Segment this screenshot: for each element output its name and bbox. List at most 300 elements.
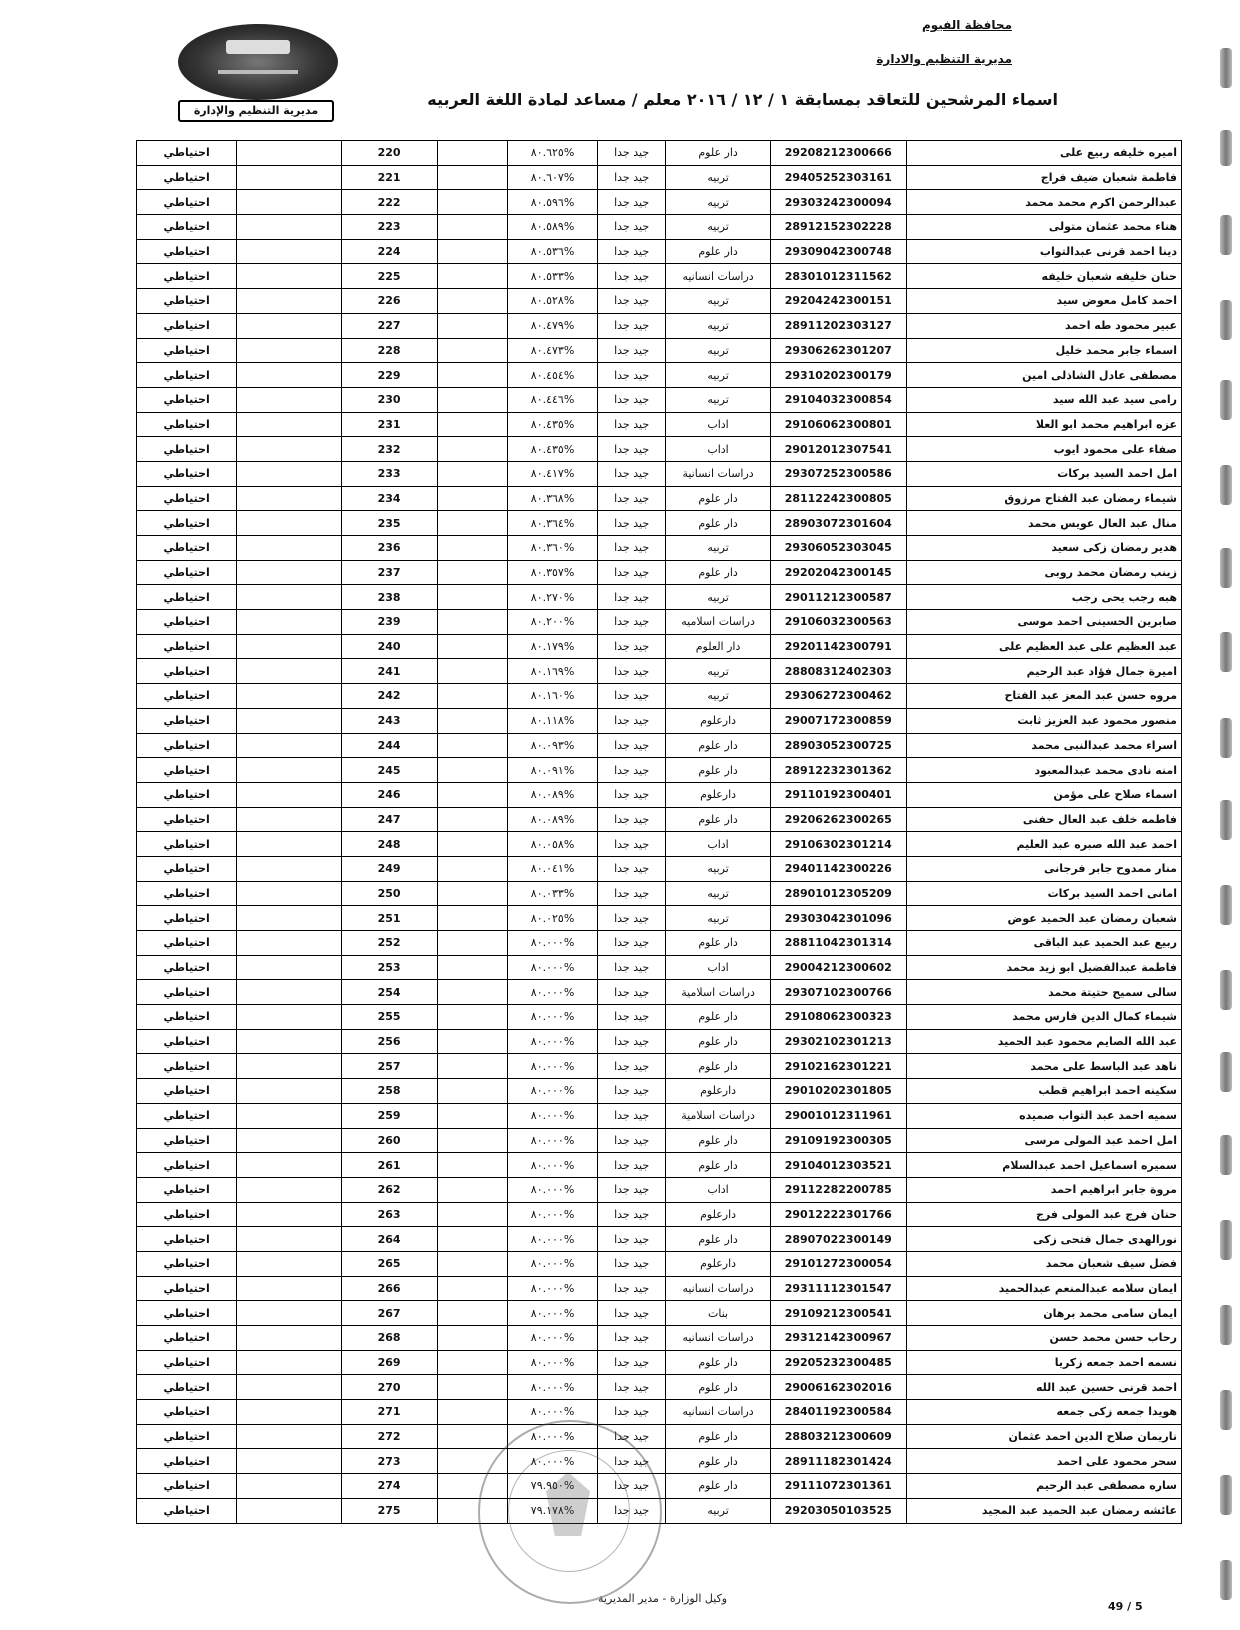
candidate-name: شيماء كمال الدين فارس محمد [906, 1005, 1181, 1030]
candidate-name: امل احمد السيد بركات [906, 461, 1181, 486]
percentage: %٨٠.٠٠٠ [508, 1202, 598, 1227]
candidate-name: فاطمة شعبان ضيف فراج [906, 165, 1181, 190]
sequence-number: 269 [341, 1350, 437, 1375]
status: احتياطي [137, 1251, 237, 1276]
national-id: 29104012303521 [770, 1153, 906, 1178]
grade: جيد جدا [597, 486, 666, 511]
blank-cell [237, 1103, 341, 1128]
percentage: %٨٠.٠٠٠ [508, 1005, 598, 1030]
binder-mark [1220, 718, 1232, 758]
table-row [137, 1375, 1182, 1400]
blank-cell [437, 1079, 508, 1104]
national-id: 29012012307541 [770, 437, 906, 462]
blank-cell [437, 363, 508, 388]
blank-cell [237, 1153, 341, 1178]
percentage: %٨٠.٠٠٠ [508, 1054, 598, 1079]
sequence-number: 226 [341, 289, 437, 314]
faculty: تربيه [666, 856, 770, 881]
national-id: 29112282200785 [770, 1177, 906, 1202]
candidate-name: ايمان سلامه عبدالمنعم عبدالحميد [906, 1276, 1181, 1301]
national-id: 29006162302016 [770, 1375, 906, 1400]
national-id: 28811042301314 [770, 931, 906, 956]
sequence-number: 258 [341, 1079, 437, 1104]
sequence-number: 231 [341, 412, 437, 437]
blank-cell [437, 264, 508, 289]
faculty: دارعلوم [666, 1251, 770, 1276]
blank-cell [437, 585, 508, 610]
national-id: 28808312402303 [770, 659, 906, 684]
faculty: تربيه [666, 585, 770, 610]
status: احتياطي [137, 536, 237, 561]
sequence-number: 252 [341, 931, 437, 956]
national-id: 28907022300149 [770, 1227, 906, 1252]
sequence-number: 233 [341, 461, 437, 486]
national-id: 29312142300967 [770, 1326, 906, 1351]
status: احتياطي [137, 1498, 237, 1523]
table-row [137, 412, 1182, 437]
national-id: 29004212300602 [770, 955, 906, 980]
binder-mark [1220, 800, 1232, 840]
blank-cell [237, 165, 341, 190]
percentage: %٨٠.٢٠٠ [508, 610, 598, 635]
sequence-number: 257 [341, 1054, 437, 1079]
status: احتياطي [137, 1029, 237, 1054]
blank-cell [437, 1103, 508, 1128]
grade: جيد جدا [597, 1005, 666, 1030]
candidate-name: هناء محمد عثمان متولى [906, 215, 1181, 240]
faculty: دار علوم [666, 1153, 770, 1178]
faculty: دار علوم [666, 1375, 770, 1400]
sequence-number: 221 [341, 165, 437, 190]
table-row [137, 338, 1182, 363]
table-row [137, 1400, 1182, 1425]
percentage: %٨٠.٠٩١ [508, 758, 598, 783]
blank-cell [237, 1449, 341, 1474]
status: احتياطي [137, 1400, 237, 1425]
faculty: بنات [666, 1301, 770, 1326]
table-row [137, 1128, 1182, 1153]
candidate-name: عبدالرحمن اكرم محمد محمد [906, 190, 1181, 215]
faculty: تربيه [666, 536, 770, 561]
candidate-name: دينا احمد قرنى عبدالتواب [906, 239, 1181, 264]
blank-cell [237, 1005, 341, 1030]
blank-cell [237, 486, 341, 511]
status: احتياطي [137, 289, 237, 314]
blank-cell [437, 239, 508, 264]
blank-cell [237, 1177, 341, 1202]
blank-cell [237, 1498, 341, 1523]
candidate-name: منصور محمود عبد العزيز ثابت [906, 708, 1181, 733]
percentage: %٨٠.٠٠٠ [508, 1301, 598, 1326]
grade: جيد جدا [597, 955, 666, 980]
blank-cell [237, 215, 341, 240]
blank-cell [237, 610, 341, 635]
percentage: %٧٩.٩٥٠ [508, 1474, 598, 1499]
candidate-name: هدير رمضان زكى سعيد [906, 536, 1181, 561]
faculty: تربيه [666, 881, 770, 906]
national-id: 29104032300854 [770, 387, 906, 412]
national-id: 29108062300323 [770, 1005, 906, 1030]
sequence-number: 255 [341, 1005, 437, 1030]
binder-mark [1220, 300, 1232, 340]
table-row [137, 1079, 1182, 1104]
table-row [137, 1054, 1182, 1079]
blank-cell [437, 1375, 508, 1400]
status: احتياطي [137, 807, 237, 832]
blank-cell [237, 1350, 341, 1375]
national-id: 29110192300401 [770, 782, 906, 807]
faculty: تربيه [666, 363, 770, 388]
national-id: 29201142300791 [770, 634, 906, 659]
candidate-name: عبد الله الصايم محمود عبد الحميد [906, 1029, 1181, 1054]
candidate-name: مروة جابر ابراهيم احمد [906, 1177, 1181, 1202]
grade: جيد جدا [597, 338, 666, 363]
grade: جيد جدا [597, 1301, 666, 1326]
national-id: 29307252300586 [770, 461, 906, 486]
sequence-number: 256 [341, 1029, 437, 1054]
faculty: دار علوم [666, 1350, 770, 1375]
national-id: 29303042301096 [770, 906, 906, 931]
faculty: دار علوم [666, 1449, 770, 1474]
percentage: %٨٠.٤٣٥ [508, 412, 598, 437]
status: احتياطي [137, 585, 237, 610]
percentage: %٨٠.٠٠٠ [508, 1128, 598, 1153]
candidate-name: عزه ابراهيم محمد ابو العلا [906, 412, 1181, 437]
faculty: تربيه [666, 659, 770, 684]
percentage: %٨٠.٠٨٩ [508, 807, 598, 832]
faculty: تربيه [666, 1498, 770, 1523]
faculty: دار علوم [666, 931, 770, 956]
sequence-number: 220 [341, 141, 437, 166]
national-id: 29311112301547 [770, 1276, 906, 1301]
blank-cell [237, 387, 341, 412]
faculty: تربيه [666, 190, 770, 215]
binder-mark [1220, 1475, 1232, 1515]
percentage: %٨٠.٠٠٠ [508, 1029, 598, 1054]
status: احتياطي [137, 437, 237, 462]
candidate-name: ناريمان صلاح الدين احمد عثمان [906, 1424, 1181, 1449]
national-id: 28301012311562 [770, 264, 906, 289]
percentage: %٨٠.٠٠٠ [508, 1103, 598, 1128]
candidate-name: شيماء رمضان عبد الفتاح مرزوق [906, 486, 1181, 511]
candidate-name: اميرة جمال فؤاد عبد الرحيم [906, 659, 1181, 684]
faculty: اداب [666, 437, 770, 462]
candidate-name: عبد العظيم على عبد العظيم على [906, 634, 1181, 659]
national-id: 29307102300766 [770, 980, 906, 1005]
grade: جيد جدا [597, 536, 666, 561]
blank-cell [237, 190, 341, 215]
percentage: %٨٠.٦٢٥ [508, 141, 598, 166]
faculty: دراسات انسانيه [666, 1276, 770, 1301]
grade: جيد جدا [597, 511, 666, 536]
binder-mark [1220, 130, 1232, 166]
table-row [137, 955, 1182, 980]
national-id: 29309042300748 [770, 239, 906, 264]
status: احتياطي [137, 1474, 237, 1499]
grade: جيد جدا [597, 1227, 666, 1252]
table-row [137, 634, 1182, 659]
status: احتياطي [137, 782, 237, 807]
table-row [137, 807, 1182, 832]
status: احتياطي [137, 708, 237, 733]
status: احتياطي [137, 165, 237, 190]
sequence-number: 239 [341, 610, 437, 635]
blank-cell [237, 141, 341, 166]
blank-cell [437, 536, 508, 561]
blank-cell [237, 363, 341, 388]
status: احتياطي [137, 758, 237, 783]
status: احتياطي [137, 980, 237, 1005]
percentage: %٨٠.٠٠٠ [508, 931, 598, 956]
candidate-name: رامى سيد عبد الله سيد [906, 387, 1181, 412]
grade: جيد جدا [597, 1202, 666, 1227]
status: احتياطي [137, 1326, 237, 1351]
binder-mark [1220, 1052, 1232, 1092]
grade: جيد جدا [597, 1375, 666, 1400]
grade: جيد جدا [597, 412, 666, 437]
blank-cell [437, 1301, 508, 1326]
sequence-number: 253 [341, 955, 437, 980]
grade: جيد جدا [597, 856, 666, 881]
candidate-name: سميره اسماعيل احمد عبدالسلام [906, 1153, 1181, 1178]
national-id: 29111072301361 [770, 1474, 906, 1499]
faculty: تربيه [666, 313, 770, 338]
faculty: تربيه [666, 906, 770, 931]
blank-cell [437, 1005, 508, 1030]
status: احتياطي [137, 832, 237, 857]
national-id: 29401142300226 [770, 856, 906, 881]
sequence-number: 234 [341, 486, 437, 511]
blank-cell [237, 856, 341, 881]
faculty: اداب [666, 955, 770, 980]
percentage: %٨٠.٠٠٠ [508, 1375, 598, 1400]
faculty: دراسات انسانية [666, 461, 770, 486]
national-id: 29010202301805 [770, 1079, 906, 1104]
status: احتياطي [137, 659, 237, 684]
sequence-number: 230 [341, 387, 437, 412]
blank-cell [437, 708, 508, 733]
blank-cell [437, 215, 508, 240]
faculty: دار علوم [666, 758, 770, 783]
grade: جيد جدا [597, 585, 666, 610]
national-id: 28903072301604 [770, 511, 906, 536]
candidates-table-body [137, 141, 1182, 1524]
sequence-number: 235 [341, 511, 437, 536]
national-id: 28401192300584 [770, 1400, 906, 1425]
blank-cell [437, 832, 508, 857]
sequence-number: 254 [341, 980, 437, 1005]
blank-cell [237, 1029, 341, 1054]
blank-cell [237, 437, 341, 462]
grade: جيد جدا [597, 313, 666, 338]
grade: جيد جدا [597, 165, 666, 190]
faculty: دراسات انسانيه [666, 264, 770, 289]
sequence-number: 260 [341, 1128, 437, 1153]
national-id: 29012222301766 [770, 1202, 906, 1227]
sequence-number: 237 [341, 560, 437, 585]
blank-cell [237, 1202, 341, 1227]
blank-cell [237, 511, 341, 536]
blank-cell [437, 412, 508, 437]
grade: جيد جدا [597, 1449, 666, 1474]
candidate-name: ايمان سامى محمد برهان [906, 1301, 1181, 1326]
percentage: %٨٠.١٦٠ [508, 684, 598, 709]
binder-mark [1220, 885, 1232, 925]
sequence-number: 228 [341, 338, 437, 363]
blank-cell [237, 461, 341, 486]
candidate-name: فاطمة عبدالفضيل ابو زيد محمد [906, 955, 1181, 980]
percentage: %٨٠.٦٠٧ [508, 165, 598, 190]
sequence-number: 271 [341, 1400, 437, 1425]
status: احتياطي [137, 634, 237, 659]
candidate-name: ناهد عبد الباسط على محمد [906, 1054, 1181, 1079]
percentage: %٨٠.١٧٩ [508, 634, 598, 659]
status: احتياطي [137, 856, 237, 881]
binder-mark [1220, 1390, 1232, 1430]
table-row [137, 437, 1182, 462]
national-id: 28112242300805 [770, 486, 906, 511]
blank-cell [437, 511, 508, 536]
national-id: 29109212300541 [770, 1301, 906, 1326]
blank-cell [237, 1375, 341, 1400]
national-id: 28803212300609 [770, 1424, 906, 1449]
status: احتياطي [137, 1375, 237, 1400]
table-row [137, 560, 1182, 585]
blank-cell [437, 387, 508, 412]
table-row [137, 610, 1182, 635]
blank-cell [437, 1326, 508, 1351]
table-row [137, 461, 1182, 486]
percentage: %٨٠.٤٧٣ [508, 338, 598, 363]
sequence-number: 261 [341, 1153, 437, 1178]
blank-cell [237, 1251, 341, 1276]
blank-cell [237, 289, 341, 314]
faculty: دراسات انسانيه [666, 1326, 770, 1351]
table-row [137, 165, 1182, 190]
table-row [137, 141, 1182, 166]
grade: جيد جدا [597, 807, 666, 832]
blank-cell [237, 1301, 341, 1326]
faculty: تربيه [666, 338, 770, 363]
grade: جيد جدا [597, 782, 666, 807]
binder-mark [1220, 48, 1232, 88]
status: احتياطي [137, 1276, 237, 1301]
faculty: دار علوم [666, 560, 770, 585]
faculty: دار علوم [666, 733, 770, 758]
candidate-name: حنان فرج عبد المولى فرج [906, 1202, 1181, 1227]
status: احتياطي [137, 1005, 237, 1030]
national-id: 29205232300485 [770, 1350, 906, 1375]
table-row [137, 980, 1182, 1005]
blank-cell [437, 1202, 508, 1227]
logo-label: مديرية التنظيم والإدارة [178, 100, 334, 122]
blank-cell [437, 560, 508, 585]
percentage: %٨٠.٠٠٠ [508, 1449, 598, 1474]
candidate-name: عبير محمود طه احمد [906, 313, 1181, 338]
grade: جيد جدا [597, 1054, 666, 1079]
grade: جيد جدا [597, 881, 666, 906]
candidate-name: احمد قرنى حسين عبد الله [906, 1375, 1181, 1400]
table-row [137, 708, 1182, 733]
official-seal-stamp [478, 1420, 662, 1604]
grade: جيد جدا [597, 1400, 666, 1425]
sequence-number: 223 [341, 215, 437, 240]
blank-cell [437, 1029, 508, 1054]
candidate-name: سحر محمود على احمد [906, 1449, 1181, 1474]
sequence-number: 263 [341, 1202, 437, 1227]
grade: جيد جدا [597, 363, 666, 388]
grade: جيد جدا [597, 437, 666, 462]
table-row [137, 1177, 1182, 1202]
percentage: %٨٠.٠٠٠ [508, 1153, 598, 1178]
binder-mark [1220, 1560, 1232, 1600]
percentage: %٨٠.٤٣٥ [508, 437, 598, 462]
grade: جيد جدا [597, 1424, 666, 1449]
table-row [137, 239, 1182, 264]
grade: جيد جدا [597, 215, 666, 240]
blank-cell [437, 141, 508, 166]
percentage: %٨٠.٠٩٣ [508, 733, 598, 758]
grade: جيد جدا [597, 239, 666, 264]
table-row [137, 856, 1182, 881]
status: احتياطي [137, 1449, 237, 1474]
national-id: 29302102301213 [770, 1029, 906, 1054]
blank-cell [437, 906, 508, 931]
table-row [137, 536, 1182, 561]
binder-mark [1220, 1220, 1232, 1260]
table-row [137, 906, 1182, 931]
status: احتياطي [137, 1079, 237, 1104]
national-id: 29011212300587 [770, 585, 906, 610]
blank-cell [437, 659, 508, 684]
candidate-name: سالى سميح حتيتة محمد [906, 980, 1181, 1005]
faculty: اداب [666, 1177, 770, 1202]
table-row [137, 758, 1182, 783]
percentage: %٨٠.٠٠٠ [508, 1079, 598, 1104]
blank-cell [437, 486, 508, 511]
status: احتياطي [137, 338, 237, 363]
status: احتياطي [137, 461, 237, 486]
blank-cell [437, 313, 508, 338]
table-row [137, 363, 1182, 388]
candidate-name: سميه احمد عبد التواب صميده [906, 1103, 1181, 1128]
status: احتياطي [137, 1350, 237, 1375]
candidate-name: ساره مصطفى عبد الرحيم [906, 1474, 1181, 1499]
sequence-number: 265 [341, 1251, 437, 1276]
candidate-name: فاطمه خلف عبد العال حفنى [906, 807, 1181, 832]
candidate-name: سكينه احمد ابراهيم قطب [906, 1079, 1181, 1104]
blank-cell [237, 758, 341, 783]
percentage: %٨٠.٣٦٤ [508, 511, 598, 536]
governorate-label: محافظة الفيوم [921, 18, 1012, 32]
grade: جيد جدا [597, 141, 666, 166]
faculty: دارعلوم [666, 708, 770, 733]
sequence-number: 232 [341, 437, 437, 462]
national-id: 29106062300801 [770, 412, 906, 437]
percentage: %٨٠.٣٦٨ [508, 486, 598, 511]
grade: جيد جدا [597, 758, 666, 783]
table-row [137, 585, 1182, 610]
table-row [137, 782, 1182, 807]
sequence-number: 248 [341, 832, 437, 857]
table-row [137, 881, 1182, 906]
faculty: دار علوم [666, 239, 770, 264]
blank-cell [237, 708, 341, 733]
blank-cell [237, 955, 341, 980]
grade: جيد جدا [597, 1474, 666, 1499]
table-row [137, 486, 1182, 511]
percentage: %٨٠.٥٣٣ [508, 264, 598, 289]
